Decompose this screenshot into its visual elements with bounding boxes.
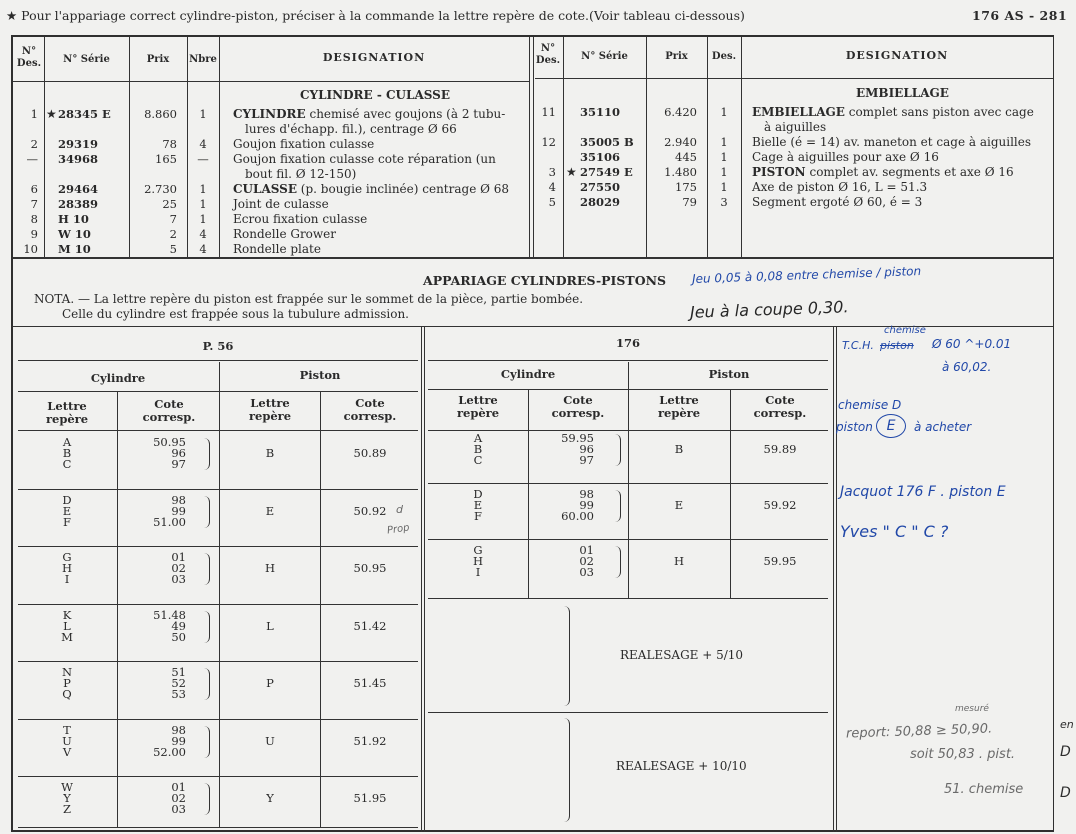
cylinder-letter: I: [64, 572, 70, 586]
part-designation-text: bout fil. Ø 12-150): [245, 167, 357, 181]
p56-pis-lettre: Lettre repère: [248, 396, 292, 423]
part-prix: 2: [169, 227, 177, 241]
part-serie: M 10: [58, 242, 91, 256]
part-serie: 28029: [580, 195, 621, 209]
part-designation-text: Bielle (é = 14) av. maneton et cage à aiguilles: [752, 135, 1032, 149]
cylinder-letter: Z: [63, 802, 71, 816]
part-prix: 7: [169, 212, 177, 226]
part-designation-text: Joint de culasse: [233, 197, 329, 211]
cylinder-letter: F: [63, 514, 71, 529]
part-prix: 165: [155, 152, 177, 166]
part-des: 8: [30, 212, 38, 226]
m176-cyl-cote: Cote corresp.: [551, 393, 605, 420]
part-des: 4: [548, 180, 556, 194]
group-divider: [18, 489, 418, 490]
p56-pis-cote: Cote corresp.: [343, 396, 397, 423]
piston-letter: B: [674, 442, 684, 456]
group-brace: [204, 553, 210, 585]
cylinder-letter: D: [473, 487, 483, 501]
col-prix: Prix: [146, 54, 170, 65]
cylinder-letter: A: [62, 435, 72, 449]
group-brace: [615, 546, 621, 578]
cylinder-cote: 60.00: [561, 509, 594, 523]
part-des: 7: [30, 197, 38, 211]
part-nbre: 4: [199, 242, 207, 256]
nota-line-2: Celle du cylindre est frappée sous la tubulure admission.: [62, 307, 409, 321]
cylinder-cote: 03: [579, 565, 594, 579]
group-divider: [18, 661, 418, 662]
piston-cote: 50.92: [353, 503, 387, 518]
cylinder-cote: 98: [171, 492, 186, 507]
piston-cote: 51.45: [353, 676, 387, 690]
hand-report: report: 50,88 ≥ 50,90.: [845, 721, 993, 742]
part-des: —: [26, 152, 38, 166]
piston-cote: 50.95: [353, 561, 387, 575]
part-designation: [233, 212, 367, 227]
group-divider: [18, 719, 418, 720]
cylinder-cote: 52: [171, 676, 186, 690]
cylinder-letter: F: [474, 509, 482, 523]
part-nbre: 1: [199, 182, 207, 196]
cylinder-letter: Y: [63, 791, 71, 805]
part-designation: [233, 242, 321, 257]
cylinder-letter: N: [61, 665, 73, 679]
group-divider: [428, 539, 828, 540]
cylinder-letter: D: [62, 492, 72, 507]
cylinder-letter: A: [473, 431, 483, 445]
piston-letter: E: [265, 503, 275, 518]
section-title-cylindre-culasse: CYLINDRE - CULASSE: [300, 88, 450, 102]
part-des: 12: [541, 135, 556, 149]
cylinder-letter: E: [62, 503, 72, 518]
hand-piston-circled-e: E: [876, 414, 906, 438]
cylinder-letter: P: [63, 676, 71, 690]
m176-pis-lettre: Lettre repère: [657, 393, 701, 420]
hand-chemise-51: 51. chemise: [944, 782, 1024, 797]
hand-jeu-chemise-piston: Jeu 0,05 à 0,08 entre chemise / piston: [691, 264, 922, 286]
part-designation: [752, 195, 922, 210]
group-divider: [18, 776, 418, 777]
piston-letter: H: [673, 554, 685, 568]
part-prix: 2.730: [144, 182, 177, 196]
cylinder-cote: 03: [171, 572, 186, 586]
cylinder-cote: 96: [579, 442, 594, 456]
part-designation-bold: PISTON: [752, 165, 806, 179]
part-des: 6: [30, 182, 38, 196]
p56-piston-header: Piston: [299, 368, 341, 382]
piston-cote: 59.95: [763, 554, 797, 568]
part-designation: [233, 227, 336, 242]
part-designation: [752, 180, 927, 195]
cylinder-letter: G: [473, 543, 483, 557]
piston-cote: 50.89: [353, 446, 387, 460]
part-nbre: 1: [199, 107, 207, 121]
realesage-brace-1: [564, 606, 570, 706]
group-brace: [204, 438, 210, 470]
hand-tch-value-2: à 60,02.: [942, 360, 992, 374]
piston-cote: 51.42: [353, 618, 387, 633]
part-prix: 1.480: [664, 165, 697, 179]
realesage-brace-2: [564, 718, 570, 822]
hand-jacquot: Jacquot 176 F . piston E: [840, 484, 1006, 500]
hand-tch-value: Ø 60 ^+0.01: [932, 337, 1012, 351]
part-des: 10: [23, 242, 38, 256]
realesage-2: REALESAGE + 10/10: [616, 759, 747, 773]
header-note: ★ Pour l'appariage correct cylindre-piston, préciser à la commande la lettre repère de cote.(Voir tableau ci-dessous): [6, 8, 745, 23]
part-designation: [233, 182, 509, 197]
p56-cylindre-header: Cylindre: [90, 371, 146, 385]
part-serie: 27549 E: [580, 165, 633, 179]
cylinder-letter: E: [473, 498, 483, 512]
m176-cyl-lettre: Lettre repère: [456, 393, 500, 420]
col-designation-right: DESIGNATION: [845, 49, 949, 62]
part-nbre: 1: [720, 165, 728, 179]
cylinder-cote: 52.00: [153, 744, 186, 759]
m176-cylindre-header: Cylindre: [500, 367, 556, 381]
part-designation-text: lures d'échapp. fil.), centrage Ø 66: [245, 122, 457, 136]
piston-letter: H: [264, 561, 276, 575]
cylinder-letter: V: [62, 744, 72, 759]
cylinder-cote: 99: [171, 733, 186, 748]
piston-cote: 51.92: [353, 733, 387, 748]
cylinder-cote: 96: [171, 446, 186, 460]
part-serie: 28345 E: [58, 107, 111, 121]
realesage-1: REALESAGE + 5/10: [620, 648, 744, 662]
part-designation: [233, 152, 496, 167]
hand-jeu-coupe: Jeu à la coupe 0,30.: [689, 297, 849, 322]
cylinder-cote: 50.95: [153, 435, 186, 449]
part-serie: 28389: [58, 197, 99, 211]
hand-pencil-prop: Prop: [386, 522, 411, 537]
group-brace: [615, 490, 621, 522]
hand-mesure: mesuré: [955, 704, 989, 714]
col-n-des-right: N° Des.: [535, 43, 561, 66]
part-designation: [752, 165, 1014, 180]
part-prix: 445: [675, 150, 697, 164]
cylinder-letter: B: [473, 442, 483, 456]
part-des: 2: [30, 137, 38, 151]
cylinder-cote: 50: [171, 629, 186, 644]
section-title-embiellage: EMBIELLAGE: [856, 86, 949, 100]
part-des: [534, 150, 556, 165]
piston-cote: 51.95: [353, 791, 387, 805]
group-divider: [18, 546, 418, 547]
part-star: ★: [566, 165, 577, 179]
cylinder-cote: 97: [171, 457, 186, 471]
col-prix-right: Prix: [665, 51, 688, 62]
page-reference: 176 AS - 281: [972, 8, 1068, 23]
cylinder-cote: 98: [579, 487, 594, 501]
cylinder-cote: 02: [171, 791, 186, 805]
part-designation: [752, 105, 1034, 120]
col-nbre: Nbre: [189, 54, 217, 65]
part-designation-text: (p. bougie inclinée) centrage Ø 68: [296, 182, 510, 196]
col-n-serie: N° Série: [63, 54, 110, 65]
cylinder-cote: 01: [171, 550, 186, 564]
part-designation-bold: CYLINDRE: [233, 107, 306, 121]
part-designation-bold: CULASSE: [233, 182, 297, 196]
part-prix: 25: [162, 197, 177, 211]
part-serie: 29464: [58, 182, 99, 196]
part-designation: [752, 150, 939, 165]
col-n-des: N° Des.: [16, 46, 42, 69]
piston-letter: L: [266, 618, 274, 633]
part-designation-text: Rondelle plate: [233, 242, 321, 256]
hand-right-e: en: [1060, 718, 1074, 731]
cylinder-letter: U: [62, 733, 72, 748]
cylinder-letter: G: [62, 550, 72, 564]
part-designation-text: Rondelle Grower: [233, 227, 337, 241]
part-serie: 34968: [58, 152, 99, 166]
hand-tch-struck: piston: [880, 339, 914, 352]
piston-letter: U: [265, 733, 275, 748]
cylinder-letter: H: [472, 554, 484, 568]
part-designation: [233, 197, 329, 212]
cylinder-cote: 51.48: [153, 607, 186, 622]
part-serie: 35110: [580, 105, 621, 119]
part-nbre: 1: [199, 197, 207, 211]
part-des: 5: [548, 195, 556, 209]
part-designation-text: Segment ergoté Ø 60, é = 3: [752, 195, 923, 209]
part-des: 1: [30, 107, 38, 121]
piston-letter: Y: [266, 791, 274, 805]
part-nbre: 1: [720, 105, 728, 119]
hand-pencil-mark: d: [396, 503, 403, 516]
part-designation-text: Axe de piston Ø 16, L = 51.3: [752, 180, 928, 194]
hand-piston-label: piston: [836, 420, 873, 434]
group-divider: [18, 604, 418, 605]
piston-letter: P: [266, 676, 274, 690]
part-prix: 6.420: [664, 105, 697, 119]
part-prix: 78: [162, 137, 177, 151]
cylinder-letter: B: [62, 446, 72, 460]
cylinder-cote: 99: [579, 498, 594, 512]
cylinder-letter: I: [475, 565, 481, 579]
group-brace: [204, 611, 210, 643]
hand-chemise-d: chemise D: [838, 398, 902, 412]
part-designation-text: complet sans piston avec cage: [844, 105, 1034, 119]
col-designation: DESIGNATION: [322, 51, 426, 64]
group-divider: [428, 483, 828, 484]
cylinder-letter: W: [61, 780, 73, 794]
cylinder-letter: K: [62, 607, 72, 622]
hand-right-d2: D: [1060, 785, 1071, 801]
cylinder-letter: T: [63, 722, 71, 737]
piston-cote: 59.89: [763, 442, 797, 456]
piston-letter: B: [265, 446, 275, 460]
part-nbre: 1: [720, 135, 728, 149]
cylinder-cote: 01: [171, 780, 186, 794]
part-designation-text: Goujon fixation culasse: [233, 137, 375, 151]
hand-right-d1: D: [1060, 744, 1071, 760]
part-designation: [245, 167, 356, 182]
part-serie: 35106: [580, 150, 621, 164]
cylinder-cote: 03: [171, 802, 186, 816]
hand-tch-label: T.C.H.: [842, 339, 874, 352]
cylinder-letter: Q: [62, 687, 72, 701]
part-designation: [233, 137, 374, 152]
cylinder-cote: 99: [171, 503, 186, 518]
part-nbre: 1: [199, 212, 207, 226]
part-designation: [233, 107, 505, 122]
part-designation: [245, 122, 457, 137]
nota-line-1: NOTA. — La lettre repère du piston est frappée sur le sommet de la pièce, partie bombée.: [34, 292, 584, 306]
part-serie: 35005 B: [580, 135, 634, 149]
part-des: 11: [541, 105, 556, 119]
group-brace: [615, 434, 621, 466]
cylinder-cote: 02: [579, 554, 594, 568]
part-designation: [764, 120, 826, 135]
part-designation-text: à aiguilles: [764, 120, 827, 134]
part-nbre: —: [197, 152, 209, 166]
col-n-serie-right: N° Série: [581, 51, 628, 62]
part-prix: 175: [675, 180, 697, 194]
hand-yves: Yves " C " C ?: [840, 522, 949, 541]
part-designation-text: Goujon fixation culasse cote réparation (un: [233, 152, 496, 166]
part-serie: W 10: [58, 227, 91, 241]
cylinder-cote: 51: [171, 665, 186, 679]
part-nbre: 4: [199, 227, 207, 241]
part-designation-text: complet av. segments et axe Ø 16: [805, 165, 1014, 179]
part-nbre: 4: [199, 137, 207, 151]
m176-piston-header: Piston: [708, 367, 750, 381]
part-prix: 2.940: [664, 135, 697, 149]
m176-pis-cote: Cote corresp.: [753, 393, 807, 420]
col-des-right: Des.: [711, 51, 737, 62]
cylinder-cote: 59.95: [561, 431, 594, 445]
part-nbre: 1: [720, 180, 728, 194]
cylinder-cote: 02: [171, 561, 186, 575]
cylinder-cote: 98: [171, 722, 186, 737]
cylinder-letter: C: [62, 457, 72, 471]
cylinder-letter: L: [63, 618, 71, 633]
cylinder-letter: M: [61, 629, 73, 644]
part-prix: 8.860: [144, 107, 177, 121]
part-designation-text: Ecrou fixation culasse: [233, 212, 368, 226]
p56-title: P. 56: [202, 339, 234, 353]
cylinder-cote: 97: [579, 453, 594, 467]
cylinder-cote: 01: [579, 543, 594, 557]
appariage-title: APPARIAGE CYLINDRES-PISTONS: [423, 273, 667, 288]
piston-letter: E: [674, 498, 684, 512]
group-brace: [204, 783, 210, 815]
part-des: 3: [548, 165, 556, 179]
p56-cyl-lettre: Lettre repère: [45, 399, 89, 426]
hand-piston-buy: à acheter: [914, 420, 972, 434]
piston-cote: 59.92: [763, 498, 797, 512]
part-des: 9: [30, 227, 38, 241]
hand-tch-above: chemise: [884, 325, 926, 336]
cylinder-cote: 53: [171, 687, 186, 701]
part-prix: 79: [682, 195, 697, 209]
part-serie: H 10: [58, 212, 89, 226]
group-brace: [204, 668, 210, 700]
cylinder-cote: 49: [171, 618, 186, 633]
part-serie: 29319: [58, 137, 99, 151]
part-nbre: 3: [720, 195, 728, 209]
part-designation-bold: EMBIELLAGE: [752, 105, 845, 119]
part-serie: 27550: [580, 180, 621, 194]
cylinder-letter: H: [61, 561, 73, 575]
part-designation-text: Cage à aiguilles pour axe Ø 16: [752, 150, 939, 164]
part-designation: [752, 135, 1031, 150]
part-designation-text: chemisé avec goujons (à 2 tubu-: [305, 107, 506, 121]
part-prix: 5: [169, 242, 177, 256]
cylinder-letter: C: [473, 453, 483, 467]
hand-soit: soit 50,83 . pist.: [910, 747, 1016, 762]
part-star: ★: [46, 107, 57, 121]
group-brace: [204, 496, 210, 528]
cylinder-cote: 51.00: [153, 514, 186, 529]
group-brace: [204, 726, 210, 758]
m176-title: 176: [615, 336, 640, 350]
part-nbre: 1: [720, 150, 728, 164]
p56-cyl-cote: Cote corresp.: [142, 397, 196, 424]
